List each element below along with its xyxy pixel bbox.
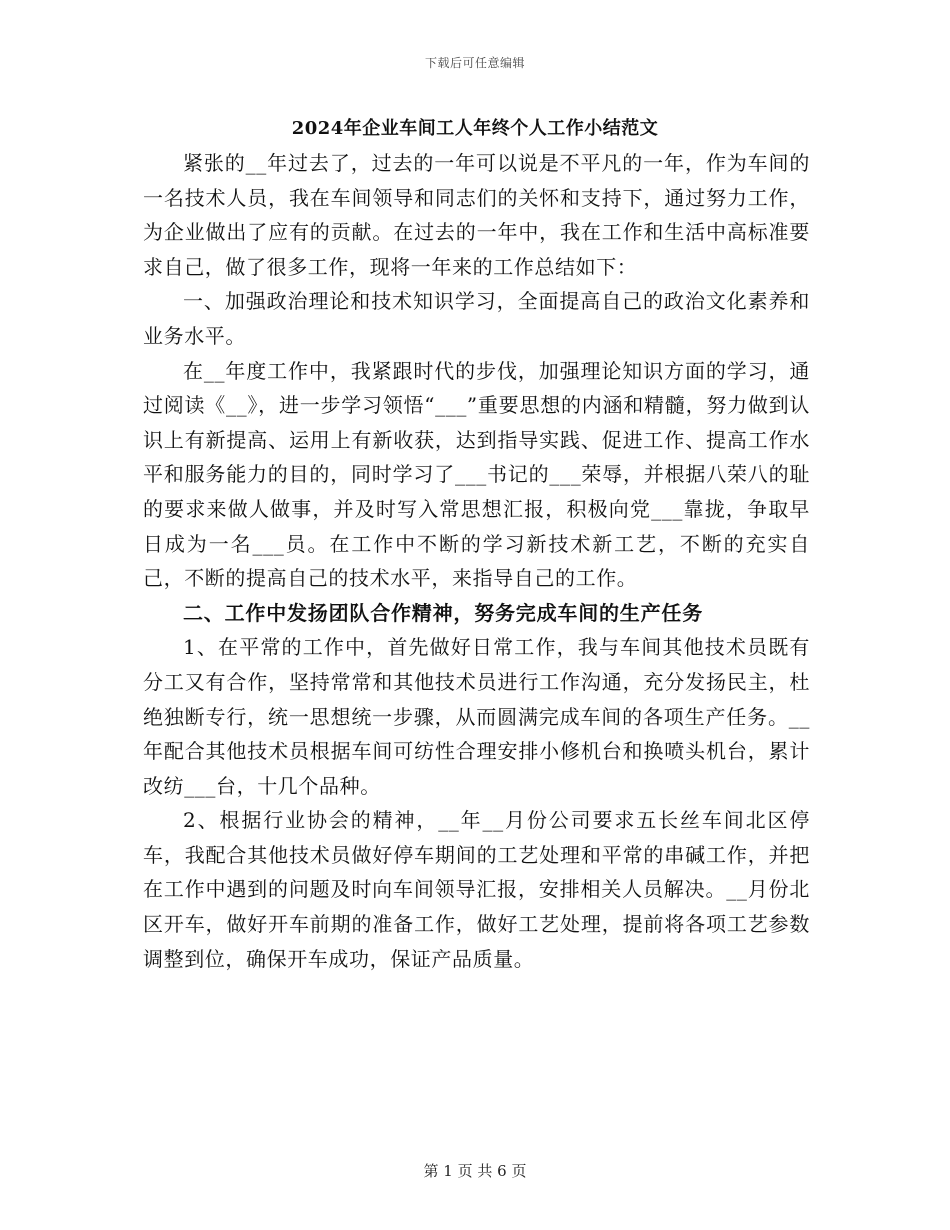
paragraph-item-2: 2、根据行业协会的精神，__年__月份公司要求五长丝车间北区停车，我配合其他技术员做好停车期间的工艺处理和平常的串碱工作，并把在工作中遇到的问题及时向车间领导汇报，安排相关人员解决。__月份北区开车，做好开车前期的准备工作，做好工艺处理，提前将各项工艺参数调整到位，确保开车成功，保证产品质量。 <box>143 808 810 971</box>
section-heading-1: 一、加强政治理论和技术知识学习，全面提高自己的政治文化素养和业务水平。 <box>143 289 810 348</box>
section-heading-2: 二、工作中发扬团队合作精神，努务完成车间的生产任务 <box>183 600 703 625</box>
paragraph-study: 在__年度工作中，我紧跟时代的步伐，加强理论知识方面的学习，通过阅读《__》，进一步学习领悟“___”重要思想的内涵和精髓，努力做到认识上有新提高、运用上有新收获，达到指导实践、促进工作、提高工作水平和服务能力的目的，同时学习了___书记的___荣辱，并根据八荣八的耻的要求来做人做事，并及时写入常思想汇报，积极向党___靠拢，争取早日成为一名___员。在工作中不断的学习新技术新工艺，不断的充实自己，不断的提高自己的技术水平，来指导自己的工作。 <box>143 358 810 591</box>
page-footer: 第 1 页 共 6 页 <box>423 1162 527 1180</box>
paragraph-intro: 紧张的__年过去了，过去的一年可以说是不平凡的一年，作为车间的一名技术人员，我在车间领导和同志们的关怀和支持下，通过努力工作，为企业做出了应有的贡献。在过去的一年中，我在工作和生活中高标准要求自己，做了很多工作，现将一年来的工作总结如下： <box>143 151 810 279</box>
paragraph-item-1: 1、在平常的工作中，首先做好日常工作，我与车间其他技术员既有分工又有合作，坚持常常和其他技术员进行工作沟通，充分发扬民主，杜绝独断专行，统一思想统一步骤，从而圆满完成车间的各项生产任务。__年配合其他技术员根据车间可纺性合理安排小修机台和换喷头机台，累计改纺___台，十几个品种。 <box>143 635 810 798</box>
header-note: 下载后可任意编辑 <box>424 56 525 70</box>
document-body <box>143 146 810 976</box>
document-title: 2024年企业车间工人年终个人工作小结范文 <box>291 118 659 139</box>
